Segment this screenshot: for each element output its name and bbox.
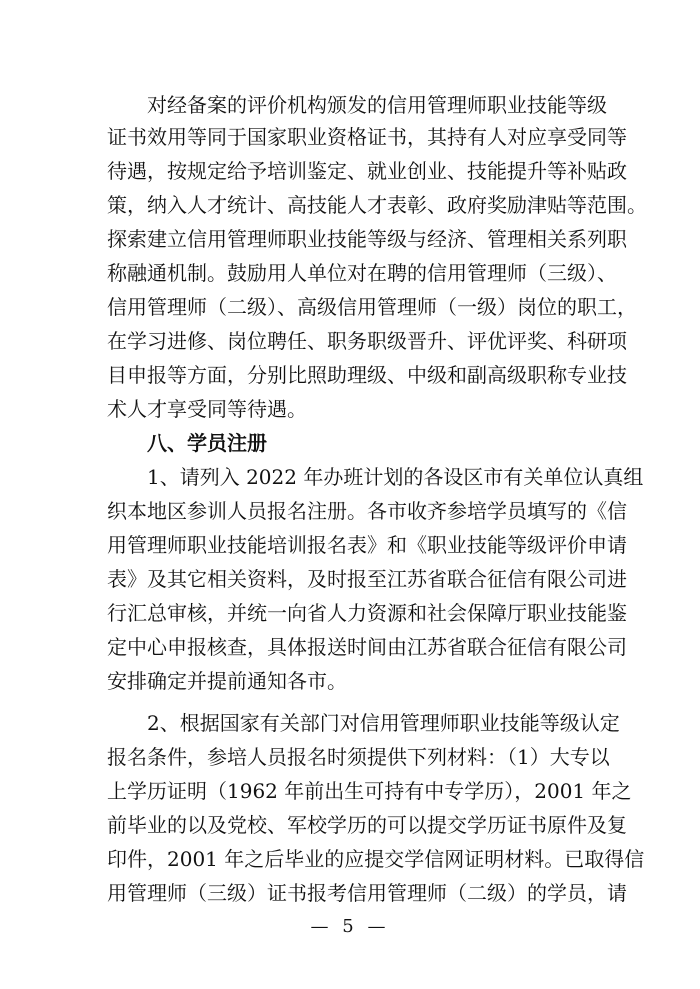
text-line: 前毕业的以及党校、军校学历的可以提交学历证书原件及复 <box>107 813 627 837</box>
section-heading: 八、学员注册 <box>147 431 267 455</box>
text-line: 术人才享受同等待遇。 <box>107 397 307 421</box>
text-line: 称融通机制。鼓励用人单位对在聘的信用管理师（三级）、 <box>107 261 617 285</box>
text-line: 对经备案的评价机构颁发的信用管理师职业技能等级 <box>147 93 607 117</box>
text-line: 证书效用等同于国家职业资格证书，其持有人对应享受同等 <box>107 125 627 149</box>
text-line: 1、请列入 2022 年办班计划的各设区市有关单位认真组 <box>147 465 644 489</box>
text-line: 策，纳入人才统计、高技能人才表彰、政府奖励津贴等范围。 <box>107 193 647 217</box>
text-line: 在学习进修、岗位聘任、职务职级晋升、评优评奖、科研项 <box>107 329 627 353</box>
text-line: 上学历证明（1962 年前出生可持有中专学历），2001 年之 <box>107 779 632 803</box>
page-number: — 5 — <box>310 916 390 937</box>
text-line: 印件，2001 年之后毕业的应提交学信网证明材料。已取得信 <box>107 847 645 871</box>
text-line: 探索建立信用管理师职业技能等级与经济、管理相关系列职 <box>107 227 627 251</box>
text-line: 行汇总审核，并统一向省人力资源和社会保障厅职业技能鉴 <box>107 601 627 625</box>
text-line: 用管理师（三级）证书报考信用管理师（二级）的学员，请 <box>107 881 627 905</box>
text-line: 定中心申报核查，具体报送时间由江苏省联合征信有限公司 <box>107 635 627 659</box>
text-line: 2、根据国家有关部门对信用管理师职业技能等级认定 <box>147 711 620 735</box>
text-line: 报名条件，参培人员报名时须提供下列材料：（1）大专以 <box>107 745 610 769</box>
text-line: 安排确定并提前通知各市。 <box>107 669 347 693</box>
text-line: 信用管理师（二级）、高级信用管理师（一级）岗位的职工， <box>107 295 637 319</box>
text-line: 用管理师职业技能培训报名表》和《职业技能等级评价申请 <box>107 533 627 557</box>
text-line: 待遇，按规定给予培训鉴定、就业创业、技能提升等补贴政 <box>107 159 627 183</box>
text-line: 目申报等方面，分别比照助理级、中级和副高级职称专业技 <box>107 363 627 387</box>
text-line: 织本地区参训人员报名注册。各市收齐参培学员填写的《信 <box>107 499 627 523</box>
text-line: 表》及其它相关资料，及时报至江苏省联合征信有限公司进 <box>107 567 627 591</box>
